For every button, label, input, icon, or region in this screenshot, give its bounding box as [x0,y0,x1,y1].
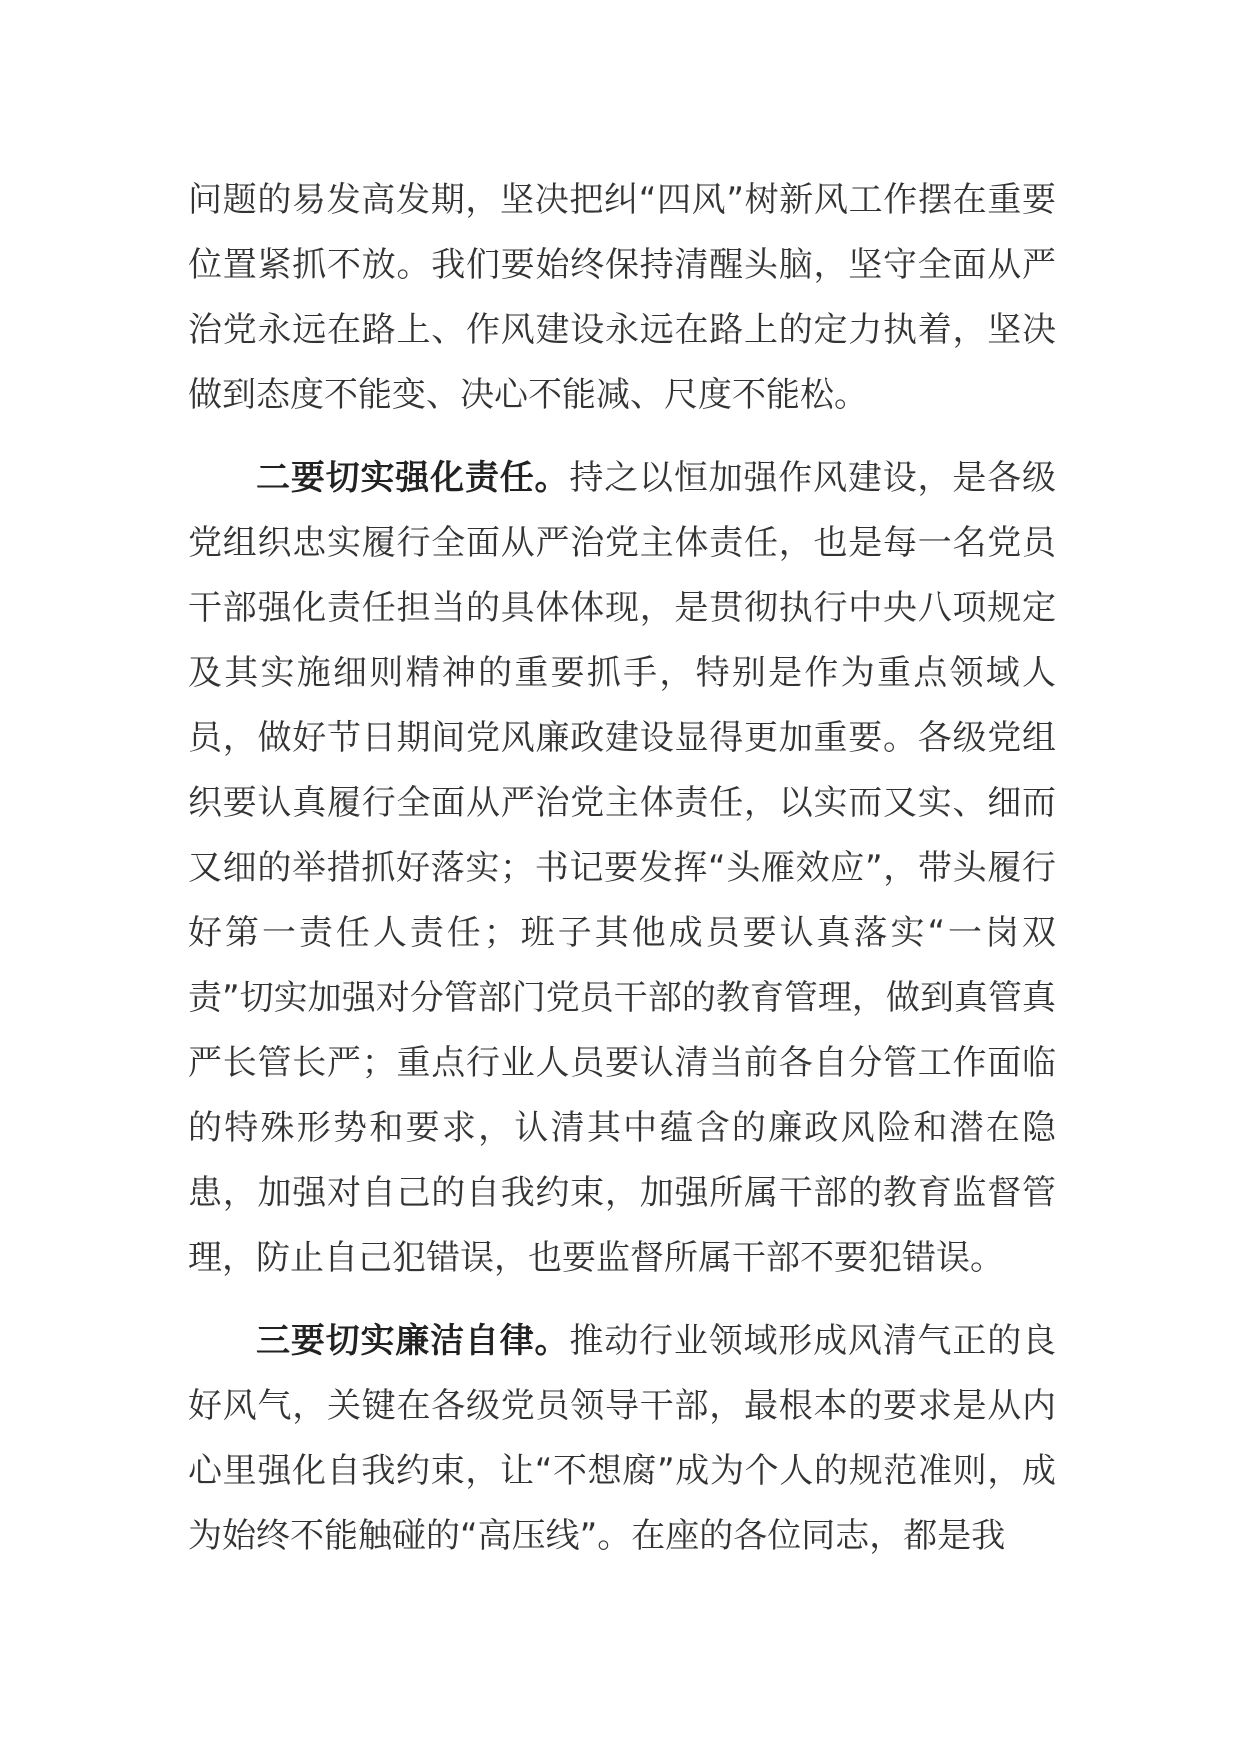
paragraph-body: 持之以恒加强作风建设，是各级党组织忠实履行全面从严治党主体责任，也是每一名党员干部强化责任担当的具体体现，是贯彻执行中央八项规定及其实施细则精神的重要抓手，特别是作为重点领域人员，做好节日期间党风廉政建设显得更加重要。各级党组织要认真履行全面从严治党主体责任，以实而又实、细而又细的举措抓好落实；书记要发挥“头雁效应”，带头履行好第一责任人责任；班子其他成员要认真落实“一岗双责”切实加强对分管部门党员干部的教育管理，做到真管真严长管长严；重点行业人员要认清当前各自分管工作面临的特殊形势和要求，认清其中蕴含的廉政风险和潜在隐患，加强对自己的自我约束，加强所属干部的教育监督管理，防止自己犯错误，也要监督所属干部不要犯错误。 [188,458,1057,1278]
paragraph-continuation [188,168,1056,428]
document-page [188,168,1056,1569]
paragraph-responsibility [188,446,1056,1291]
paragraph-heading: 二要切实强化责任。 [256,458,570,498]
paragraph-heading: 三要切实廉洁自律。 [256,1321,570,1361]
paragraph-body: 问题的易发高发期，坚决把纠“四风”树新风工作摆在重要位置紧抓不放。我们要始终保持清醒头脑，坚守全面从严治党永远在路上、作风建设永远在路上的定力执着，坚决做到态度不能变、决心不能减、尺度不能松。 [188,180,1056,415]
paragraph-integrity [188,1309,1056,1569]
paragraph-body: 推动行业领域形成风清气正的良好风气，关键在各级党员领导干部，最根本的要求是从内心里强化自我约束，让“不想腐”成为个人的规范准则，成为始终不能触碰的“高压线”。在座的各位同志，都是我 [188,1321,1057,1556]
